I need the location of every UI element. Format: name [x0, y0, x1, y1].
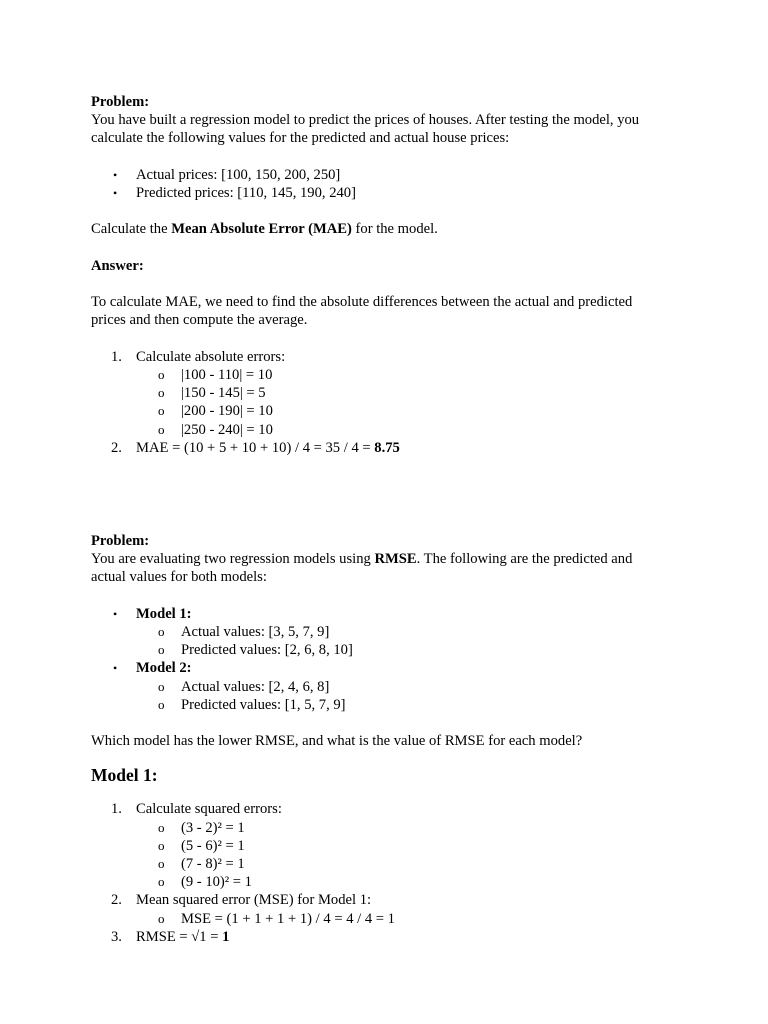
problem-1-question: Calculate the Mean Absolute Error (MAE) for the model.: [91, 221, 438, 238]
sub-list-item: o Actual values: [3, 5, 7, 9]: [158, 623, 330, 640]
problem-2-text-line-2: actual values for both models:: [91, 569, 267, 586]
mae-steps: [91, 348, 671, 457]
step-item: 1. Calculate absolute errors:: [111, 348, 286, 365]
problem-1-price-list: [91, 166, 671, 202]
bullet-marker: •: [113, 186, 118, 200]
problem-2-question: Which model has the lower RMSE, and what is the value of RMSE for each model?: [91, 733, 583, 750]
step-item: 2. Mean squared error (MSE) for Model 1:: [111, 892, 372, 909]
answer-explanation-line-1: To calculate MAE, we need to find the absolute differences between the actual and predicted: [91, 294, 633, 311]
sub-list-item: o |200 - 190| = 10: [158, 403, 273, 420]
answer-label: Answer:: [91, 257, 144, 274]
sub-list-item: o |150 - 145| = 5: [158, 385, 266, 402]
sub-list-item: o |250 - 240| = 10: [158, 421, 273, 438]
step-item: 3. RMSE = √1 = 1: [111, 928, 230, 945]
step-item: 1. Calculate squared errors:: [111, 801, 282, 818]
sub-list-item: o Actual values: [2, 4, 6, 8]: [158, 678, 330, 695]
bullet-marker: •: [113, 661, 118, 676]
rmse-steps: [91, 800, 671, 946]
bullet-marker: •: [113, 606, 118, 621]
sub-list-item: o (9 - 10)² = 1: [158, 874, 252, 891]
list-item: • Model 1:: [113, 605, 192, 622]
list-item: • Model 2:: [113, 660, 192, 677]
problem-1-label: Problem:: [91, 94, 150, 110]
bullet-marker: •: [113, 167, 118, 182]
document-page: [91, 93, 671, 946]
mae-result: 8.75: [374, 439, 400, 456]
rmse-result: 1: [222, 928, 230, 945]
problem-2-text-line-1: You are evaluating two regression models using RMSE. The following are the predicted and: [91, 551, 633, 568]
problem-2-label: Problem:: [91, 532, 150, 549]
model-1-heading: Model 1:: [91, 765, 158, 786]
problem-1-text-line-2: calculate the following values for the predicted and actual house prices:: [91, 130, 510, 147]
sub-list-item: o MSE = (1 + 1 + 1 + 1) / 4 = 4 / 4 = 1: [158, 910, 395, 927]
sub-list-item: o (3 - 2)² = 1: [158, 819, 245, 836]
problem-1-text-line-1: You have built a regression model to predict the prices of houses. After testing the model, you: [91, 112, 640, 129]
sub-list-item: o |100 - 110| = 10: [158, 366, 273, 383]
sub-list-item: o Predicted values: [2, 6, 8, 10]: [158, 642, 353, 659]
sub-list-item: o (7 - 8)² = 1: [158, 856, 245, 872]
list-item: • Predicted prices: [110, 145, 190, 240]: [113, 185, 356, 201]
answer-explanation-line-2: prices and then compute the average.: [91, 312, 308, 329]
list-item: • Actual prices: [100, 150, 200, 250]: [113, 166, 341, 183]
sub-list-item: o (5 - 6)² = 1: [158, 837, 245, 854]
step-item: 2. MAE = (10 + 5 + 10 + 10) / 4 = 35 / 4 = 8.75: [111, 439, 400, 456]
models-list: [91, 605, 671, 714]
sub-list-item: o Predicted values: [1, 5, 7, 9]: [158, 696, 346, 713]
